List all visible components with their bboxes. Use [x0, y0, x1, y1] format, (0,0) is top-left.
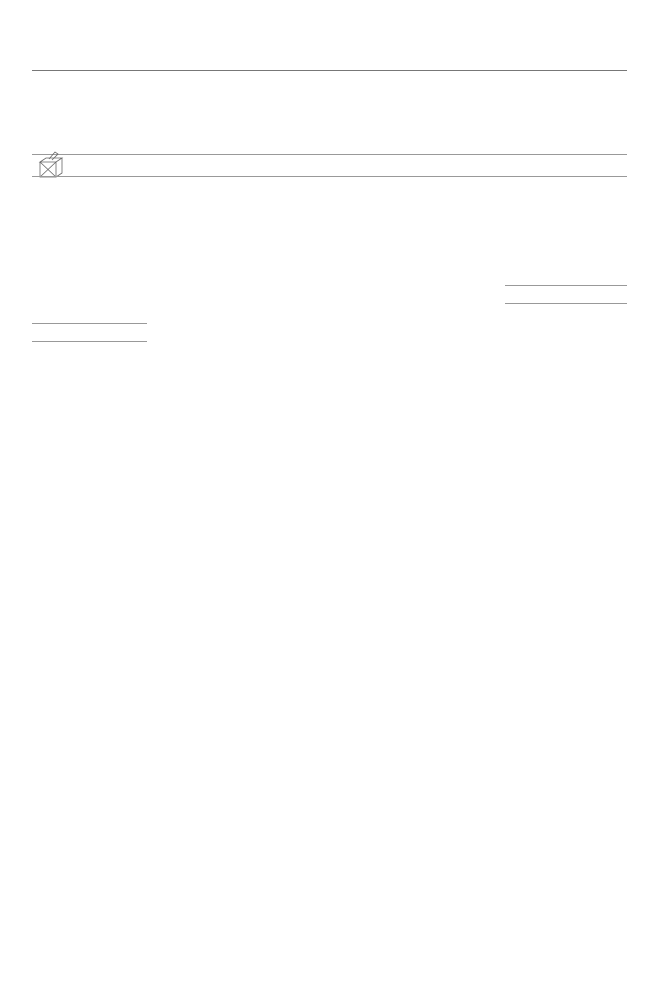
kicker-top-rule — [32, 154, 627, 155]
byline-bottom-rule — [32, 341, 147, 342]
main-story-column-1 — [32, 348, 146, 354]
kicker-bottom-rule — [32, 176, 627, 177]
header-divider — [32, 70, 627, 71]
sidebar-byline-top-rule — [505, 285, 627, 286]
byline-top-rule — [32, 323, 147, 324]
sidebar-byline-bottom-rule — [505, 303, 627, 304]
